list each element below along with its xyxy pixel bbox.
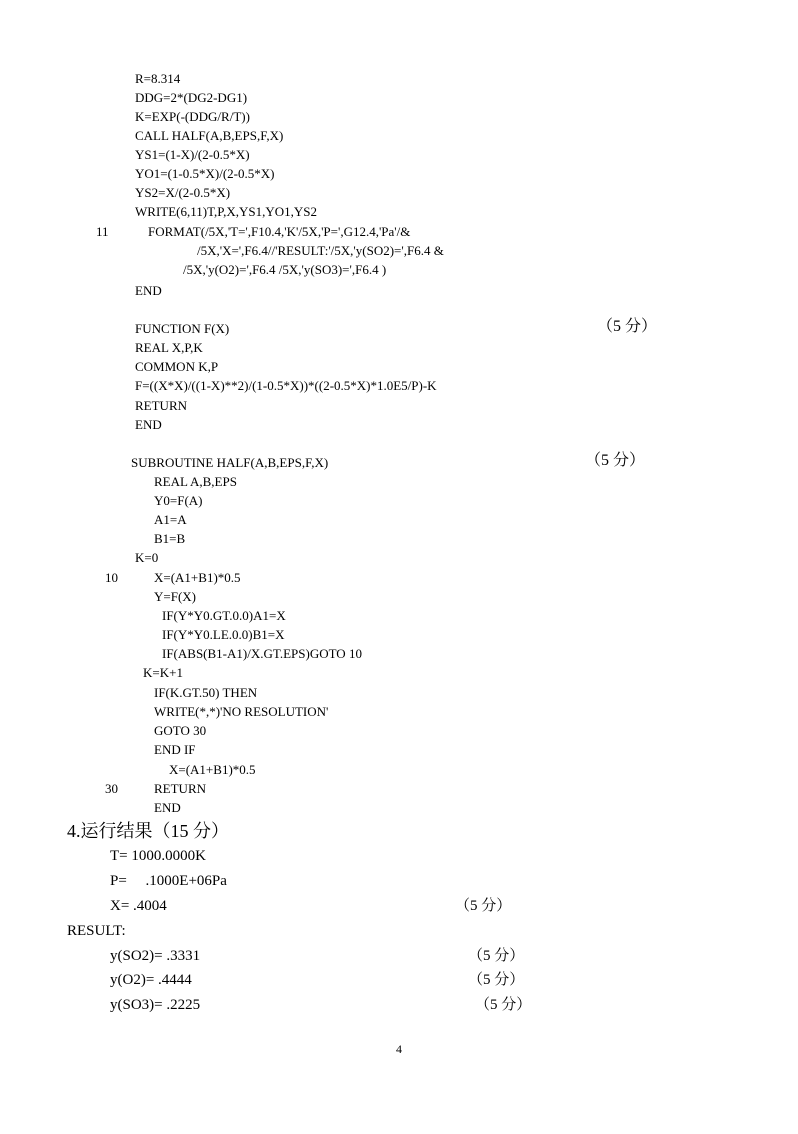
code-line: YS2=X/(2-0.5*X) xyxy=(135,185,231,200)
code-line: IF(Y*Y0.GT.0.0)A1=X xyxy=(162,608,286,623)
result-line: T= 1000.0000K xyxy=(110,848,206,864)
score-mark: （5 分） xyxy=(597,318,658,335)
code-line: /5X,'y(O2)=',F6.4 /5X,'y(SO3)=',F6.4 ) xyxy=(183,262,387,277)
result-line: y(SO2)= .3331 xyxy=(110,948,201,964)
code-line: CALL HALF(A,B,EPS,F,X) xyxy=(135,128,284,143)
code-line: END xyxy=(135,417,162,432)
code-line: DDG=2*(DG2-DG1) xyxy=(135,90,248,105)
code-line: WRITE(6,11)T,P,X,YS1,YO1,YS2 xyxy=(135,204,317,219)
statement-label: 10 xyxy=(105,570,118,585)
code-line: Y0=F(A) xyxy=(154,493,203,508)
code-line: YS1=(1-X)/(2-0.5*X) xyxy=(135,147,250,162)
code-line: REAL X,P,K xyxy=(135,340,203,355)
code-line: COMMON K,P xyxy=(135,359,219,374)
code-line: K=0 xyxy=(135,550,159,565)
code-line: A1=A xyxy=(154,512,187,527)
score-mark: （5 分） xyxy=(468,948,525,964)
result-line: y(O2)= .4444 xyxy=(110,972,192,988)
section-heading: 4.运行结果（15 分） xyxy=(67,821,229,841)
result-line: X= .4004 xyxy=(110,898,167,914)
code-line: IF(K.GT.50) THEN xyxy=(154,685,258,700)
code-line: R=8.314 xyxy=(135,71,181,86)
code-line: FORMAT(/5X,'T=',F10.4,'K'/5X,'P=',G12.4,'Pa'/& xyxy=(148,224,411,239)
code-line: FUNCTION F(X) xyxy=(135,321,230,336)
result-line: P= .1000E+06Pa xyxy=(110,873,227,889)
code-line: YO1=(1-0.5*X)/(2-0.5*X) xyxy=(135,166,275,181)
score-mark: （5 分） xyxy=(585,452,646,469)
code-line: B1=B xyxy=(154,531,186,546)
code-line: RETURN xyxy=(135,398,187,413)
code-line: END xyxy=(154,800,181,815)
result-label: RESULT: xyxy=(67,923,126,939)
result-line: y(SO3)= .2225 xyxy=(110,997,201,1013)
code-line: IF(ABS(B1-A1)/X.GT.EPS)GOTO 10 xyxy=(162,646,362,661)
statement-label: 30 xyxy=(105,781,118,796)
code-line: WRITE(*,*)'NO RESOLUTION' xyxy=(154,704,329,719)
score-mark: （5 分） xyxy=(475,997,532,1013)
code-line: END IF xyxy=(154,742,196,757)
page-number: 4 xyxy=(396,1042,402,1056)
statement-label: 11 xyxy=(96,224,109,239)
code-line: REAL A,B,EPS xyxy=(154,474,237,489)
code-line: SUBROUTINE HALF(A,B,EPS,F,X) xyxy=(131,455,329,470)
code-line: RETURN xyxy=(154,781,206,796)
code-line: IF(Y*Y0.LE.0.0)B1=X xyxy=(162,627,285,642)
code-line: Y=F(X) xyxy=(154,589,196,604)
code-line: /5X,'X=',F6.4//'RESULT:'/5X,'y(SO2)=',F6.4 & xyxy=(197,243,444,258)
code-line: F=((X*X)/((1-X)**2)/(1-0.5*X))*((2-0.5*X)*1.0E5/P)-K xyxy=(135,378,437,393)
score-mark: （5 分） xyxy=(468,972,525,988)
code-line: X=(A1+B1)*0.5 xyxy=(169,762,256,777)
code-line: GOTO 30 xyxy=(154,723,207,738)
code-line: K=EXP(-(DDG/R/T)) xyxy=(135,109,250,124)
code-line: K=K+1 xyxy=(143,665,183,680)
code-line: END xyxy=(135,283,162,298)
code-line: X=(A1+B1)*0.5 xyxy=(154,570,241,585)
score-mark: （5 分） xyxy=(455,898,512,914)
